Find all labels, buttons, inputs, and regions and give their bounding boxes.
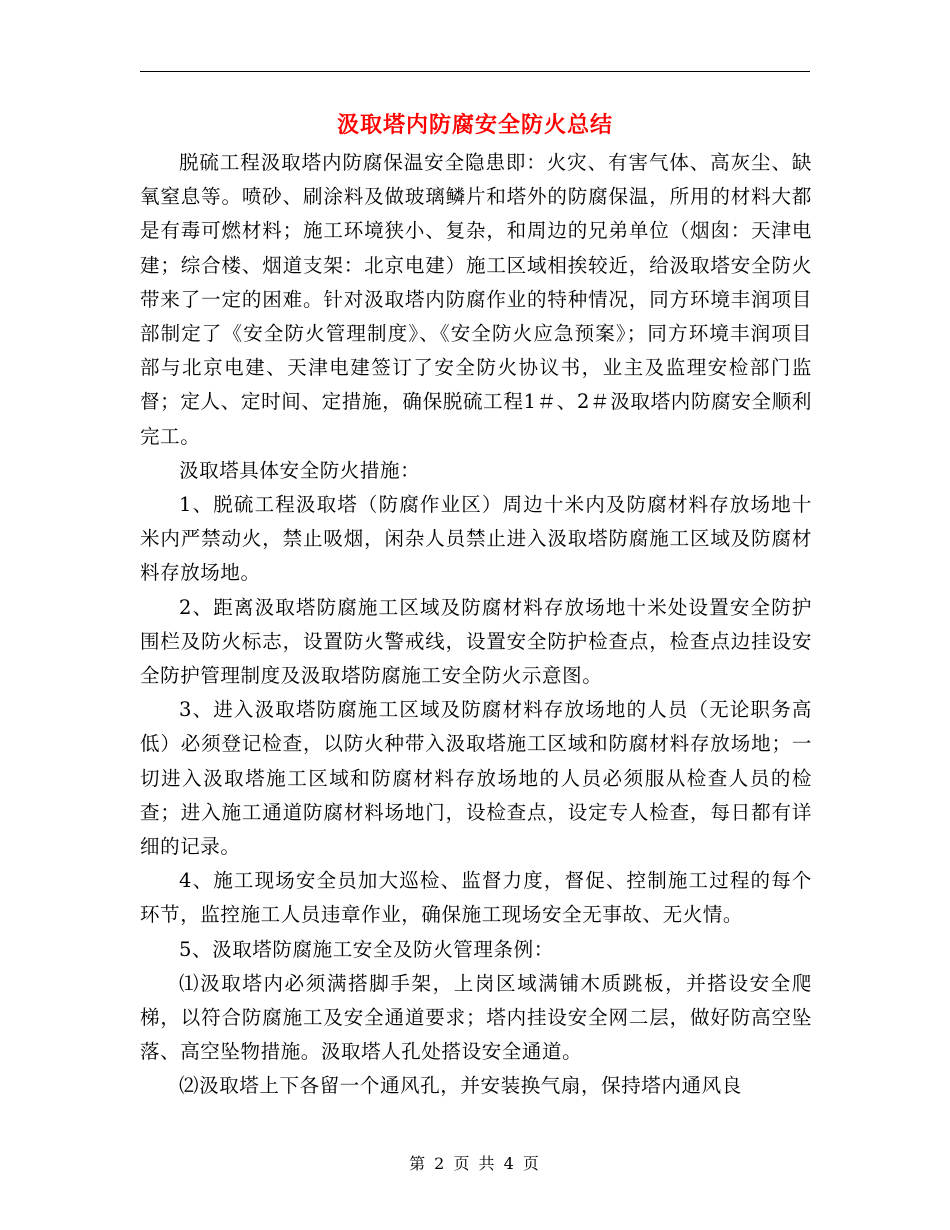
page-footer: 第 2 页 共 4 页 [409,1154,541,1173]
paragraph-measure-4: 4、施工现场安全员加大巡检、监督力度，督促、控制施工过程的每个环节，监控施工人员违章作业，确保施工现场安全无事故、无火情。 [140,869,812,927]
document-title: 汲取塔内防腐安全防火总结 [336,112,613,138]
header-rule [140,71,810,72]
paragraph-measure-5: 5、汲取塔防腐施工安全及防火管理条例： [179,937,554,961]
paragraph-rule-1: ⑴汲取塔内必须满搭脚手架，上岗区域满铺木质跳板，并搭设安全爬梯，以符合防腐施工及安全通道要求；塔内挂设安全网二层，做好防高空坠落、高空坠物措施。汲取塔人孔处搭设安全通道。 [140,971,812,1064]
paragraph-rule-2: ⑵汲取塔上下各留一个通风孔，并安装换气扇，保持塔内通风良 [179,1074,742,1098]
paragraph-measure-3: 3、进入汲取塔防腐施工区域及防腐材料存放场地的人员（无论职务高低）必须登记检查，以防火种带入汲取塔施工区域和防腐材料存放场地；一切进入汲取塔施工区域和防腐材料存放场地的人员必须服从检查人员的检查；进入施工通道防腐材料场地门，设检查点，设定专人检查，每日都有详细的记录。 [140,698,812,859]
paragraph-measure-2: 2、距离汲取塔防腐施工区域及防腐材料存放场地十米处设置安全防护围栏及防火标志，设置防火警戒线，设置安全防护检查点，检查点边挂设安全防护管理制度及汲取塔防腐施工安全防火示意图。 [140,595,812,688]
paragraph-intro: 脱硫工程汲取塔内防腐保温安全隐患即：火灾、有害气体、高灰尘、缺氧窒息等。喷砂、刷涂料及做玻璃鳞片和塔外的防腐保温，所用的材料大都是有毒可燃材料；施工环境狭小、复杂，和周边的兄弟单位（烟囱：天津电建；综合楼、烟道支架：北京电建）施工区域相挨较近，给汲取塔安全防火带来了一定的困难。针对汲取塔内防腐作业的特种情况，同方环境丰润项目部制定了《安全防火管理制度》、《安全防火应急预案》；同方环境丰润项目部与北京电建、天津电建签订了安全防火协议书，业主及监理安检部门监督；定人、定时间、定措施，确保脱硫工程1＃、2＃汲取塔内防腐安全顺利完工。 [140,151,812,448]
paragraph-measures-heading: 汲取塔具体安全防火措施： [179,458,421,482]
paragraph-measure-1: 1、脱硫工程汲取塔（防腐作业区）周边十米内及防腐材料存放场地十米内严禁动火，禁止吸烟，闲杂人员禁止进入汲取塔防腐施工区域及防腐材料存放场地。 [140,493,812,585]
document-body [140,146,812,1104]
